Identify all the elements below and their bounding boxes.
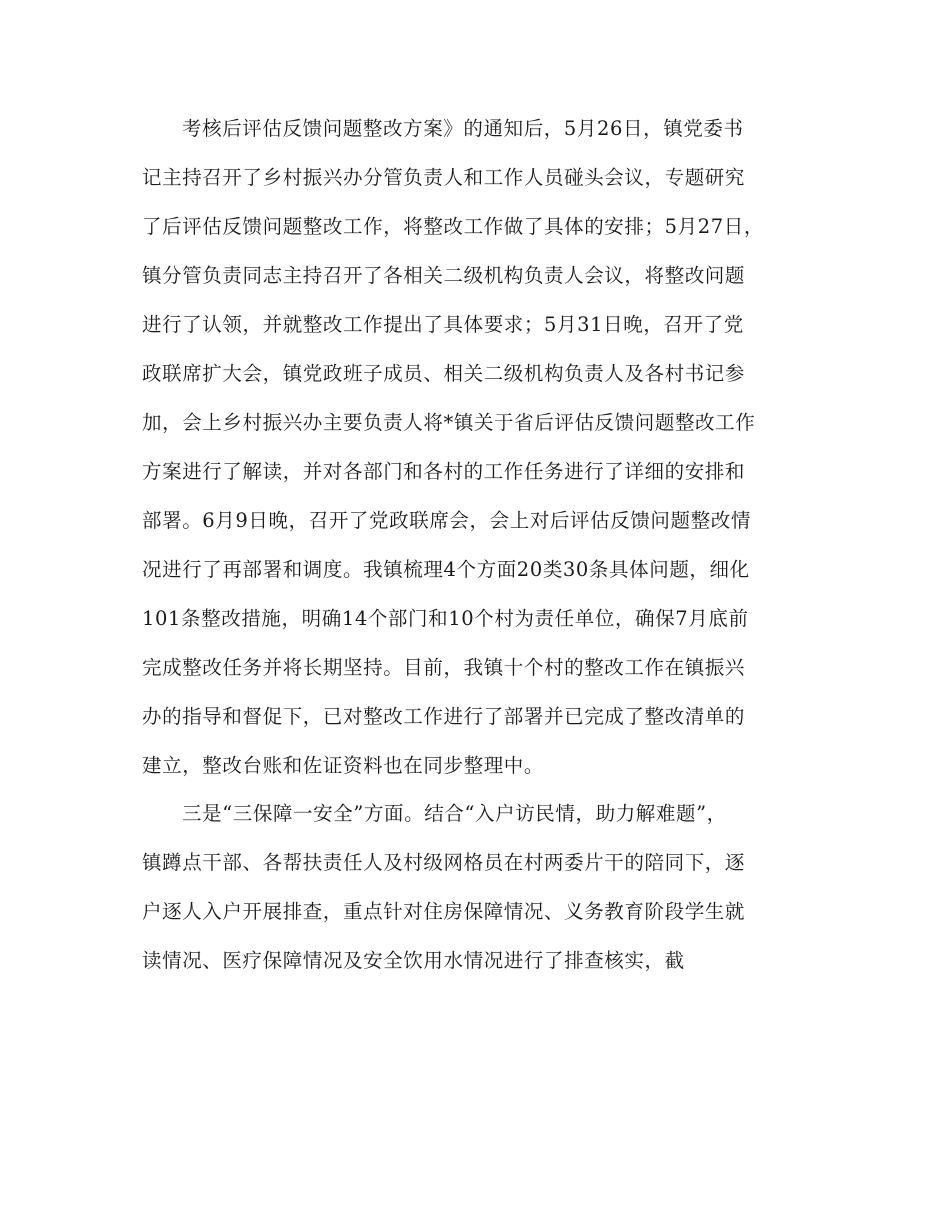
text-line: 建立，整改台账和佐证资料也在同步整理中。 [142, 754, 545, 777]
text-line: 户逐人入户开展排查，重点针对住房保障情况、义务教育阶段学生就 [142, 900, 746, 923]
text-line: 镇分管负责同志主持召开了各相关二级机构负责人会议，将整改问题 [142, 264, 746, 287]
text-line: 101条整改措施，明确14个部门和10个村为责任单位，确保7月底前 [142, 607, 749, 630]
text-line: 进行了认领，并就整改工作提出了具体要求；5月31日晚，召开了党 [142, 313, 744, 336]
text-line: 方案进行了解读，并对各部门和各村的工作任务进行了详细的安排和 [142, 460, 746, 483]
text-line: 办的指导和督促下，已对整改工作进行了部署并已完成了整改清单的 [142, 705, 746, 728]
text-line: 政联席扩大会，镇党政班子成员、相关二级机构负责人及各村书记参 [142, 362, 746, 385]
paragraph-rectification-meetings [142, 104, 812, 790]
text-line: 三是“三保障一安全”方面。结合“入户访民情，助力解难题”， [182, 802, 727, 825]
paragraph-three-guarantees [142, 789, 812, 985]
text-line: 况进行了再部署和调度。我镇梳理4个方面20类30条具体问题，细化 [142, 558, 750, 581]
text-line: 考核后评估反馈问题整改方案》的通知后，5月26日，镇党委书 [182, 117, 744, 140]
text-line: 镇蹲点干部、各帮扶责任人及村级网格员在村两委片干的陪同下，逐 [142, 851, 746, 874]
text-line: 记主持召开了乡村振兴办分管负责人和工作人员碰头会议，专题研究 [142, 166, 746, 189]
text-line: 完成整改任务并将长期坚持。目前，我镇十个村的整改工作在镇振兴 [142, 656, 746, 679]
text-line: 读情况、医疗保障情况及安全饮用水情况进行了排查核实，截 [142, 949, 685, 972]
text-line: 加，会上乡村振兴办主要负责人将*镇关于省后评估反馈问题整改工作 [142, 411, 756, 434]
text-line: 了后评估反馈问题整改工作，将整改工作做了具体的安排；5月27日， [142, 215, 764, 238]
text-line: 部署。6月9日晚，召开了党政联席会，会上对后评估反馈问题整改情 [142, 509, 751, 532]
